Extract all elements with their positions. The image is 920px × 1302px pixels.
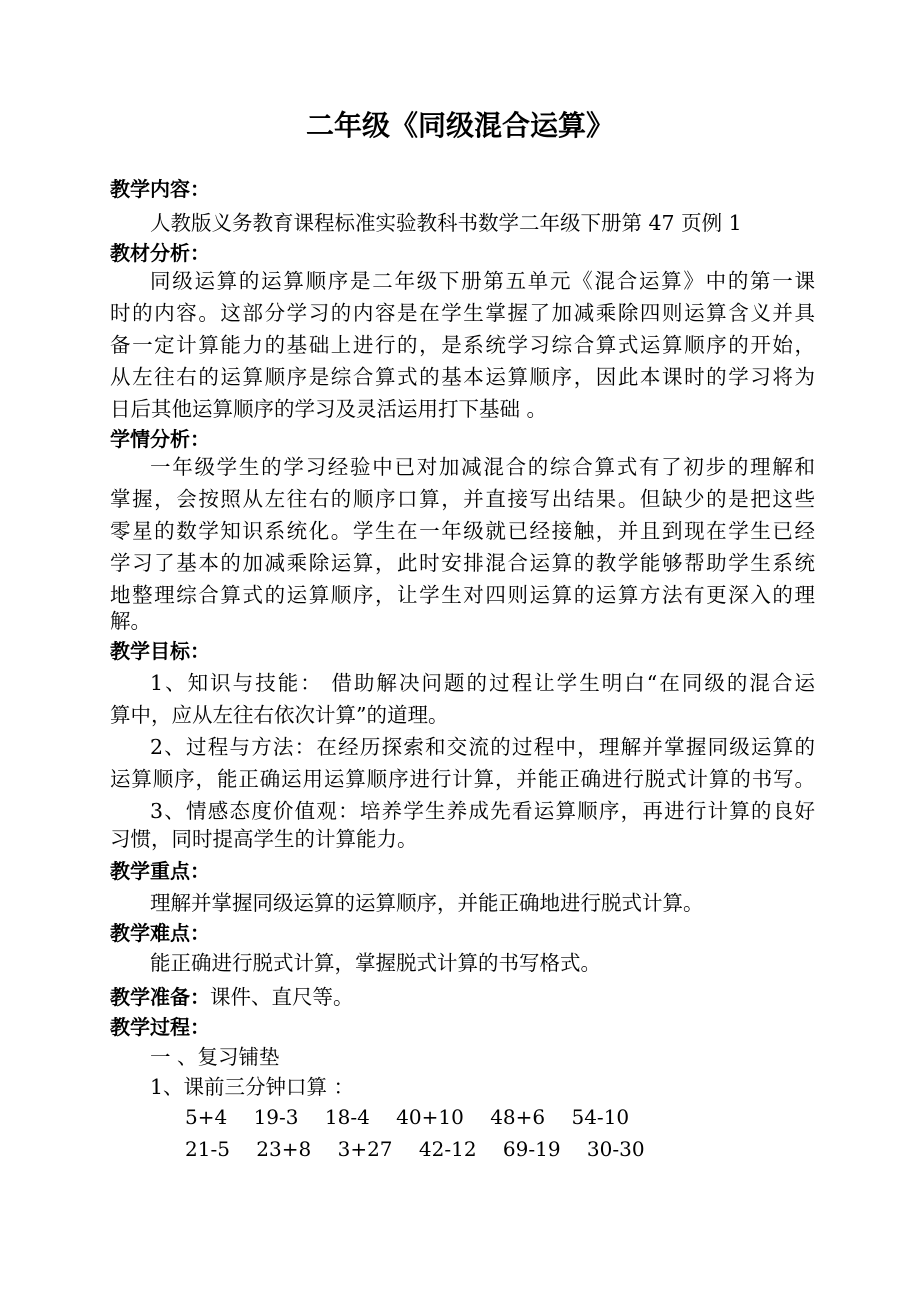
student-line: 零星的数学知识系统化。学生在一年级就已经接触，并且到现在学生已经 — [110, 519, 815, 543]
step-one: 一 、复习铺垫 — [150, 1045, 280, 1069]
content-text: 人教版义务教育课程标准实验教科书数学二年级下册第 47 页例 1 — [150, 211, 742, 235]
material-heading: 教材分析： — [110, 241, 210, 265]
exercise-item: 19-3 — [253, 1105, 299, 1129]
goal-line: 算中，应从左往右依次计算”的道理。 — [110, 703, 449, 727]
student-line: 地整理综合算式的运算顺序，让学生对四则运算的运算方法有更深入的理 — [110, 583, 815, 607]
goal-line: 1、知识与技能： 借助解决问题的过程让学生明白“在同级的混合运 — [150, 671, 815, 695]
student-line: 掌握，会按照从左往右的顺序口算，并直接写出结果。但缺少的是把这些 — [110, 487, 815, 511]
exercise-row — [185, 1100, 649, 1134]
exercise-item: 42-12 — [418, 1137, 477, 1161]
goal-line: 习惯，同时提高学生的计算能力。 — [110, 827, 418, 851]
material-line: 时的内容。这部分学习的内容是在学生掌握了加减乘除四则运算含义并具 — [110, 301, 815, 325]
student-line: 解。 — [110, 609, 151, 633]
exercise-item: 40+10 — [396, 1105, 464, 1129]
process-heading: 教学过程： — [110, 1015, 210, 1039]
key-text: 理解并掌握同级运算的运算顺序，并能正确地进行脱式计算。 — [150, 891, 704, 915]
exercise-item: 18-4 — [324, 1105, 370, 1129]
exercise-item: 48+6 — [490, 1105, 546, 1129]
exercise-row — [185, 1132, 665, 1166]
exercise-item: 30-30 — [586, 1137, 645, 1161]
content-heading: 教学内容： — [110, 177, 210, 201]
student-line: 一年级学生的学习经验中已对加减混合的综合算式有了初步的理解和 — [150, 455, 815, 479]
student-line: 学习了基本的加减乘除运算，此时安排混合运算的教学能够帮助学生系统 — [110, 551, 815, 575]
key-heading: 教学重点： — [110, 859, 210, 883]
difficulty-text: 能正确进行脱式计算，掌握脱式计算的书写格式。 — [150, 951, 601, 975]
material-line: 同级运算的运算顺序是二年级下册第五单元《混合运算》中的第一课 — [150, 269, 815, 293]
oral-label: 1、课前三分钟口算 ： — [150, 1075, 355, 1099]
goal-line: 2、过程与方法：在经历探索和交流的过程中，理解并掌握同级运算的 — [150, 735, 815, 759]
student-heading: 学情分析： — [110, 427, 210, 451]
exercise-item: 69-19 — [502, 1137, 561, 1161]
prep-text: 课件、直尺等。 — [210, 985, 354, 1009]
page-title: 二年级《同级混合运算》 — [305, 109, 614, 142]
prep-heading: 教学准备： — [110, 985, 210, 1009]
goal-heading: 教学目标： — [110, 639, 210, 663]
exercise-item: 23+8 — [256, 1137, 312, 1161]
material-line: 从左往右的运算顺序是综合算式的基本运算顺序，因此本课时的学习将为 — [110, 365, 815, 389]
prep-line — [110, 980, 815, 1014]
exercise-item: 5+4 — [185, 1105, 228, 1129]
material-line: 日后其他运算顺序的学习及灵活运用打下基础 。 — [110, 397, 548, 421]
exercise-item: 3+27 — [337, 1137, 393, 1161]
goal-line: 3、情感态度价值观：培养学生养成先看运算顺序，再进行计算的良好 — [150, 799, 815, 823]
exercise-item: 21-5 — [185, 1137, 230, 1161]
goal-line: 运算顺序，能正确运用运算顺序进行计算，并能正确进行脱式计算的书写。 — [110, 767, 815, 791]
difficulty-heading: 教学难点： — [110, 921, 210, 945]
exercise-item: 54-10 — [571, 1105, 630, 1129]
material-line: 备一定计算能力的基础上进行的，是系统学习综合算式运算顺序的开始， — [110, 333, 815, 357]
